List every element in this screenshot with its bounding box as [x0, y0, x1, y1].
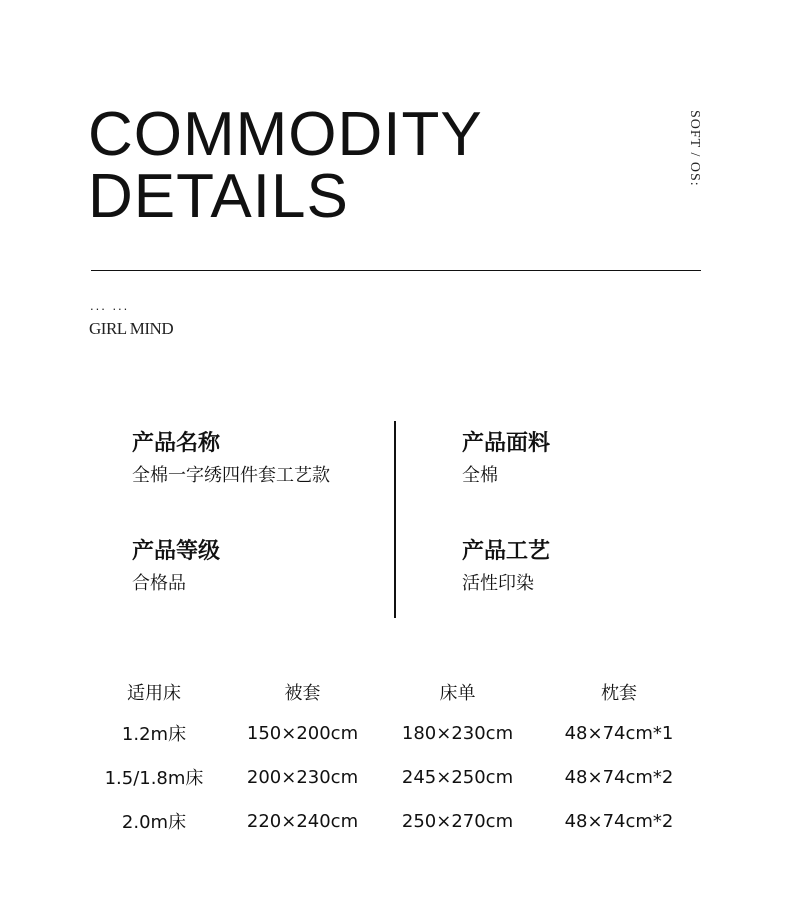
- table-cell: 150×200cm: [246, 722, 359, 744]
- column-header: 床单: [439, 683, 476, 704]
- table-cell: 2.0m床: [121, 812, 187, 833]
- table-cell: 220×240cm: [246, 810, 359, 832]
- table-row: [78, 755, 698, 799]
- vertical-caption: SOFT / OS:: [687, 110, 702, 187]
- table-cell: 48×74cm*2: [564, 810, 674, 832]
- info-title: 产品等级: [132, 539, 221, 564]
- table-cell: 200×230cm: [246, 766, 359, 788]
- horizontal-divider: [91, 270, 701, 271]
- table-row: [78, 711, 698, 755]
- info-product-craft: [462, 539, 550, 595]
- table-cell: 1.2m床: [121, 724, 187, 745]
- column-header: 被套: [284, 683, 321, 704]
- brand-label: GIRL MIND: [89, 319, 174, 338]
- info-value: 全棉: [462, 465, 498, 486]
- info-product-grade: [132, 539, 220, 595]
- page-heading: [88, 100, 483, 231]
- heading-line-1: COMMODITY: [88, 100, 483, 169]
- info-value: 全棉一字绣四件套工艺款: [132, 465, 330, 486]
- table-cell: 250×270cm: [401, 810, 514, 832]
- heading-line-2: DETAILS: [88, 162, 349, 231]
- info-title: 产品面料: [462, 431, 551, 456]
- table-cell: 1.5/1.8m床: [104, 768, 204, 789]
- table-row: [78, 799, 698, 843]
- column-header: 枕套: [601, 683, 637, 704]
- info-title: 产品名称: [132, 431, 221, 456]
- vertical-divider: [394, 421, 396, 618]
- info-value: 合格品: [132, 573, 186, 594]
- column-header: 适用床: [127, 683, 181, 704]
- info-title: 产品工艺: [462, 539, 551, 564]
- table-cell: 245×250cm: [401, 766, 514, 788]
- table-cell: 48×74cm*1: [564, 722, 674, 744]
- dots-decoration: ... ...: [90, 298, 130, 313]
- info-product-name: [132, 431, 330, 487]
- table-cell: 48×74cm*2: [564, 766, 674, 788]
- size-table: [78, 673, 698, 843]
- table-header-row: [78, 673, 698, 711]
- table-cell: 180×230cm: [401, 722, 514, 744]
- info-value: 活性印染: [462, 573, 534, 594]
- info-product-fabric: [462, 431, 550, 487]
